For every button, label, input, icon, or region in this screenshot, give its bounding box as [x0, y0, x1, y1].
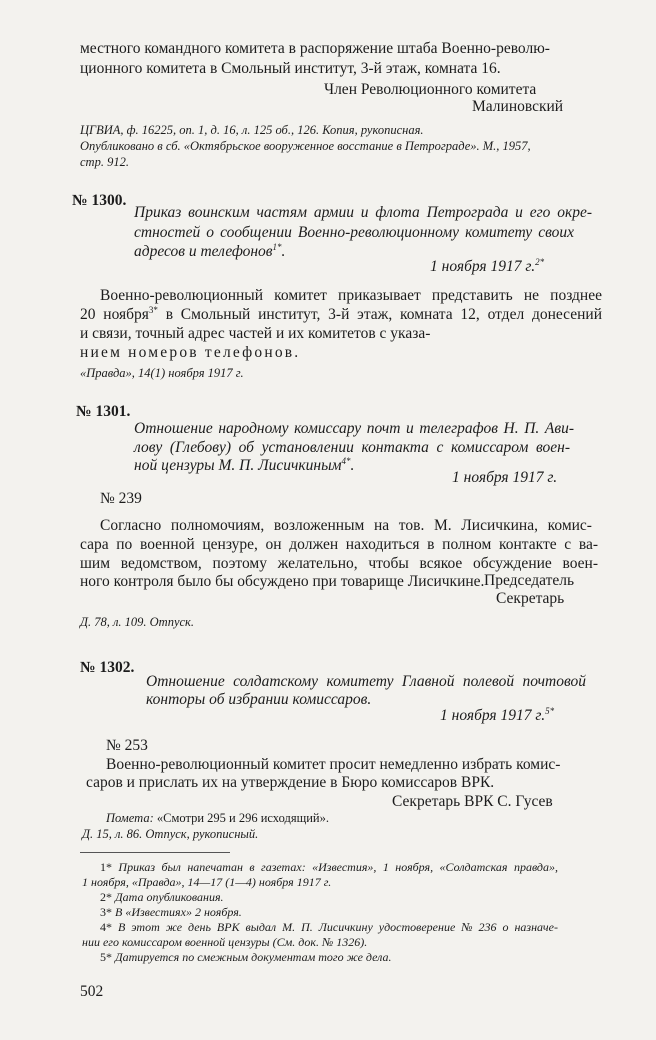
doc-1300-para-2: 20 ноября$^{3*}$ в Смольный институт, 3-й этаж, комната 12, отдел донесений — [80, 305, 602, 323]
doc-1301-source: Д. 78, л. 109. Отпуск. — [80, 615, 195, 629]
doc-1301-title-3: ной цензуры М. П. Лисичкиным$^{4*}$. — [134, 456, 355, 474]
doc-1300-source: «Правда», 14(1) ноября 1917 г. — [80, 366, 244, 380]
doc-1301-sign-chair: Председатель — [484, 572, 575, 589]
doc-1302-outgoing-number: № 253 — [106, 737, 148, 754]
doc-1300-date: 1 ноября 1917 г.$^{2*}$ — [430, 257, 545, 275]
footnote-ref-2: 2* — [535, 257, 545, 267]
footnote-ref-4: 4* — [341, 456, 351, 466]
top-source-3: стр. 912. — [80, 155, 129, 169]
top-signature-name: Малиновский — [472, 98, 564, 115]
doc-1301-date: 1 ноября 1917 г. — [452, 469, 558, 486]
doc-1302-note: Помета: «Смотри 295 и 296 исходящий». — [106, 811, 329, 825]
doc-1302-para-2: саров и прислать их на утверждение в Бюро комиссаров ВРК. — [86, 774, 495, 791]
footnote-3: 3* В «Известиях» 2 ноября. — [100, 905, 242, 919]
doc-1301-para-1: Согласно полномочиям, возложенным на тов. М. Лисичкина, комис- — [100, 517, 592, 534]
footnote-ref-1: 1* — [272, 242, 282, 252]
footnote-4-line-2: нии его комиссаром военной цензуры (См. док. № 1326). — [82, 935, 368, 949]
footnote-1-line-1: 1* Приказ был напечатан в газетах: «Известия», 1 ноября, «Солдатская правда», — [100, 860, 558, 874]
footnote-1-line-2: 1 ноября, «Правда», 14—17 (1—4) ноября 1917 г. — [82, 875, 332, 889]
doc-1302-date: 1 ноября 1917 г.$^{5*}$ — [440, 706, 555, 724]
doc-1300-para-4: нием номеров телефонов. — [80, 344, 301, 361]
doc-1301-number: № 1301. — [76, 403, 131, 420]
doc-1302-title-2: конторы об избрании комиссаров. — [146, 691, 372, 708]
doc-1301-outgoing-number: № 239 — [100, 490, 142, 507]
doc-1302-signature: Секретарь ВРК С. Гусев — [392, 793, 553, 810]
doc-1301-title-1: Отношение народному комиссару почт и телеграфов Н. П. Ави- — [134, 420, 574, 437]
footnote-ref-3: 3* — [148, 305, 158, 315]
footnote-2: 2* Дата опубликования. — [100, 890, 224, 904]
doc-1301-para-3: шим ведомством, поэтому желательно, чтобы всякое обсуждение воен- — [80, 555, 598, 572]
doc-1302-title-1: Отношение солдатскому комитету Главной полевой почтовой — [146, 673, 586, 690]
doc-1301-para-2: сара по военной цензуре, он должен находиться в полном контакте с ва- — [80, 536, 599, 553]
top-line-2: ционного комитета в Смольный институт, 3-й этаж, комната 16. — [80, 60, 501, 77]
doc-1302-para-1: Военно-революционный комитет просит немедленно избрать комис- — [106, 756, 561, 773]
doc-1301-para-4: ного контроля было бы обсуждено при товарище Лисичкине. — [80, 573, 485, 590]
doc-1301-sign-secretary: Секретарь — [496, 590, 565, 607]
page-number: 502 — [80, 983, 104, 1000]
doc-1301-title-2: лову (Глебову) об установлении контакта с комиссаром воен- — [134, 439, 570, 456]
top-line-1: местного командного комитета в распоряжение штаба Военно-револю- — [80, 40, 550, 57]
doc-1300-title-2: стностей о сообщении Военно-революционному комитету своих — [134, 224, 574, 241]
doc-1302-source: Д. 15, л. 86. Отпуск, рукописный. — [82, 827, 259, 841]
doc-1300-para-3: и связи, точный адрес частей и их комитетов с указа- — [80, 325, 431, 342]
footnote-4-line-1: 4* В этот же день ВРК выдал М. П. Лисичкину удостоверение № 236 о назначе- — [100, 920, 558, 934]
top-signature-title: Член Революционного комитета — [324, 81, 537, 98]
doc-1300-number: № 1300. — [72, 192, 127, 209]
top-source-1: ЦГВИА, ф. 16225, оп. 1, д. 16, л. 125 об., 126. Копия, рукописная. — [80, 123, 424, 137]
footnote-divider — [80, 852, 230, 853]
footnote-ref-5: 5* — [545, 706, 555, 716]
doc-1300-title-1: Приказ воинским частям армии и флота Петрограда и его окре- — [134, 204, 593, 221]
top-source-2: Опубликовано в сб. «Октябрьское вооруженное восстание в Петрограде». М., 1957, — [80, 139, 531, 153]
footnote-5: 5* Датируется по смежным документам того же дела. — [100, 950, 392, 964]
doc-1300-title-3: адресов и телефонов$^{1*}$. — [134, 242, 286, 260]
doc-1300-para-1: Военно-революционный комитет приказывает представить не позднее — [100, 287, 602, 304]
doc-1302-number: № 1302. — [80, 659, 135, 676]
